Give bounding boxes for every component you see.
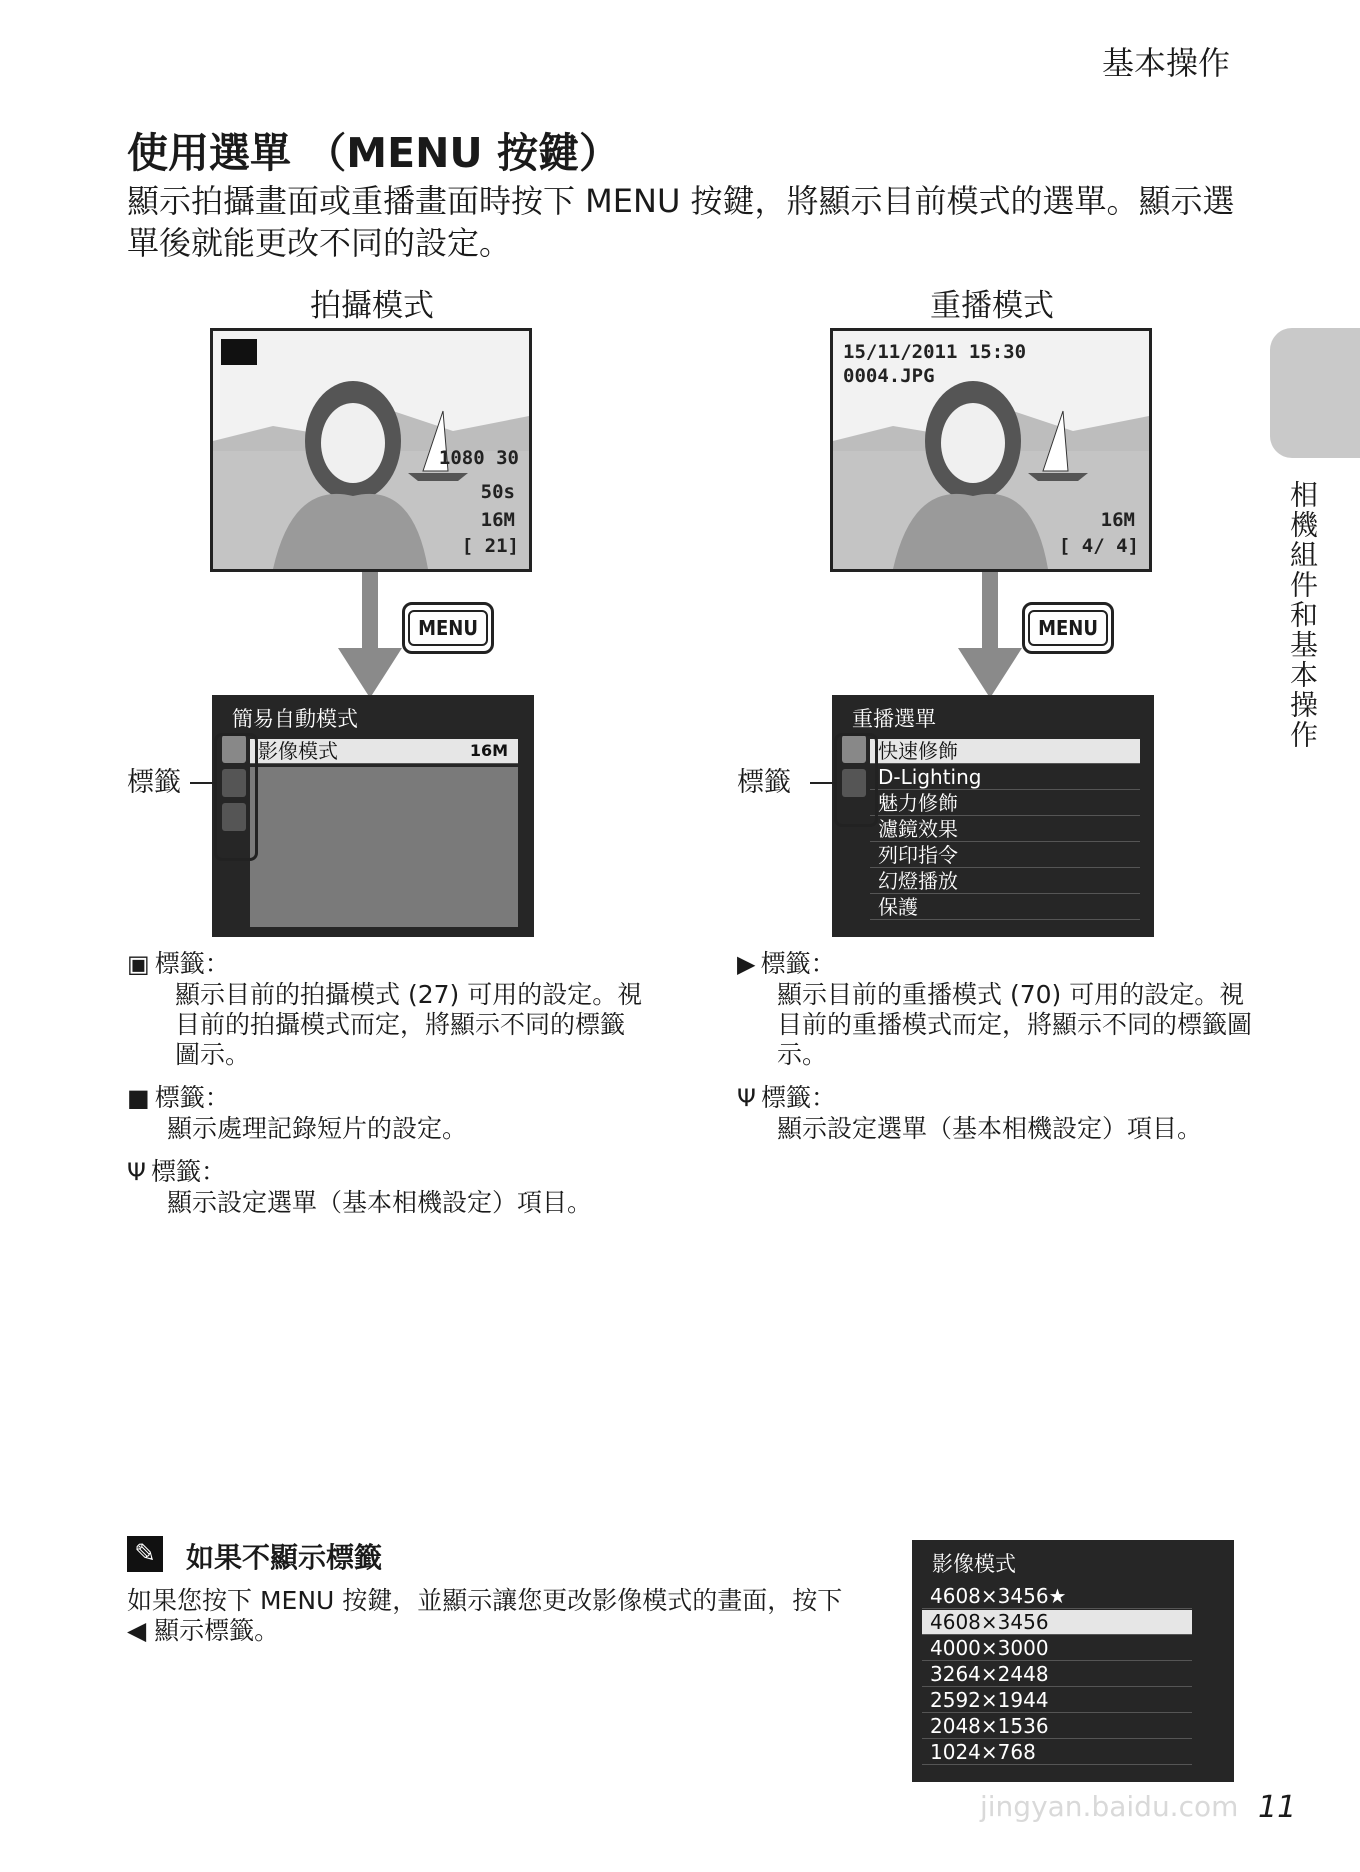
note-body: 顯示設定選單（基本相機設定）項目。 (777, 1114, 1203, 1143)
menu-item-image-mode[interactable]: 影像模式 16M (250, 739, 518, 764)
movie-icon: ■ (127, 1084, 150, 1112)
menu-empty-area (250, 767, 518, 927)
menu-item-print-order[interactable]: 列印指令 (870, 843, 1140, 868)
note-item: Ψ 標籤： (737, 1083, 836, 1112)
note-item: ▣ 標籤： (127, 949, 230, 978)
image-mode-option[interactable]: 2592×1944 (922, 1688, 1192, 1713)
menu-title: 簡易自動模式 (232, 707, 358, 731)
wrench-icon: Ψ (737, 1084, 756, 1112)
menu-item-quick-retouch[interactable]: 快速修飾 (870, 739, 1140, 764)
shooting-mode-caption: 拍攝模式 (310, 288, 434, 324)
shooting-menu-screen (212, 695, 534, 937)
page-number: 11 (1258, 1790, 1297, 1825)
osd-count: [ 4/ 4] (1058, 535, 1139, 557)
osd-remaining: [ 21] (461, 535, 519, 557)
note-body: 顯示目前的拍攝模式 (27) 可用的設定。視目前的拍攝模式而定，將顯示不同的標籤圖示。 (175, 980, 643, 1069)
osd-image-size: 16M (1100, 509, 1135, 531)
osd-filename: 0004.JPG (843, 365, 935, 387)
camera-icon: ▣ (127, 950, 150, 978)
note-item: Ψ 標籤： (127, 1157, 226, 1186)
image-mode-option[interactable]: 4608×3456★ (922, 1584, 1192, 1609)
tag-callout-line (810, 782, 834, 784)
menu-item-glamour-retouch[interactable]: 魅力修飾 (870, 791, 1140, 816)
tag-callout-label: 標籤 (127, 767, 181, 798)
note-item: ▶ 標籤： (737, 949, 836, 978)
page-title: 使用選單 （MENU 按鍵） (127, 129, 620, 177)
playback-menu-screen (832, 695, 1154, 937)
menu-title: 重播選單 (852, 707, 936, 731)
osd-video-mode: 1080 30 (438, 447, 519, 469)
note-text: 如果您按下 MENU 按鍵，並顯示讓您更改影像模式的畫面，按下 ◀ 顯示標籤。 (127, 1586, 843, 1645)
note-body: 顯示目前的重播模式 (70) 可用的設定。視目前的重播模式而定，將顯示不同的標籤圖示。 (777, 980, 1253, 1069)
image-mode-option[interactable]: 2048×1536 (922, 1714, 1192, 1739)
tag-callout-line (190, 782, 214, 784)
pencil-note-icon: ✎ (127, 1536, 163, 1572)
side-thumb-tab (1270, 328, 1360, 458)
osd-time: 50s (480, 481, 515, 503)
menu-item-filter-effects[interactable]: 濾鏡效果 (870, 817, 1140, 842)
image-mode-option-selected[interactable]: 4608×3456 (922, 1610, 1192, 1635)
tab-highlight-ring (834, 733, 878, 827)
playback-mode-caption: 重播模式 (930, 288, 1054, 324)
down-arrow-shaft (362, 572, 378, 652)
note-item: ■ 標籤： (127, 1083, 230, 1112)
image-mode-option[interactable]: 1024×768 (922, 1740, 1192, 1765)
shooting-notes (127, 944, 647, 1218)
image-mode-option[interactable]: 4000×3000 (922, 1636, 1192, 1661)
note-body: 顯示處理記錄短片的設定。 (167, 1114, 468, 1143)
wrench-icon: Ψ (127, 1158, 146, 1186)
note-body: 顯示設定選單（基本相機設定）項目。 (167, 1188, 593, 1217)
down-arrow-shaft (982, 572, 998, 652)
image-mode-option[interactable]: 3264×2448 (922, 1662, 1192, 1687)
down-arrow-head (338, 648, 402, 698)
playback-screen (830, 328, 1152, 572)
osd-image-size: 16M (480, 509, 515, 531)
shooting-screen (210, 328, 532, 572)
menu-button[interactable]: MENU (1022, 602, 1114, 654)
tag-callout-label: 標籤 (737, 767, 791, 798)
menu-button[interactable]: MENU (402, 602, 494, 654)
playback-notes (737, 944, 1257, 1144)
intro-paragraph: 顯示拍攝畫面或重播畫面時按下 MENU 按鍵，將顯示目前模式的選單。顯示選單後就能更改不同的設定。 (127, 182, 1235, 262)
running-header: 基本操作 (1101, 44, 1230, 82)
play-icon: ▶ (737, 950, 756, 978)
menu-item-protect[interactable]: 保護 (870, 895, 1140, 920)
menu-item-d-lighting[interactable]: D-Lighting (870, 765, 1140, 790)
osd-date: 15/11/2011 15:30 (843, 341, 1027, 363)
note-title: 如果不顯示標籤 (186, 1541, 383, 1574)
tab-highlight-ring (214, 733, 258, 861)
down-arrow-head (958, 648, 1022, 698)
side-section-label: 相機組件和基本操作 (1286, 480, 1319, 750)
menu-item-slide-show[interactable]: 幻燈播放 (870, 869, 1140, 894)
watermark: jingyan.baidu.com (980, 1790, 1239, 1823)
image-mode-screen (912, 1540, 1234, 1782)
menu-title: 影像模式 (932, 1552, 1016, 1576)
